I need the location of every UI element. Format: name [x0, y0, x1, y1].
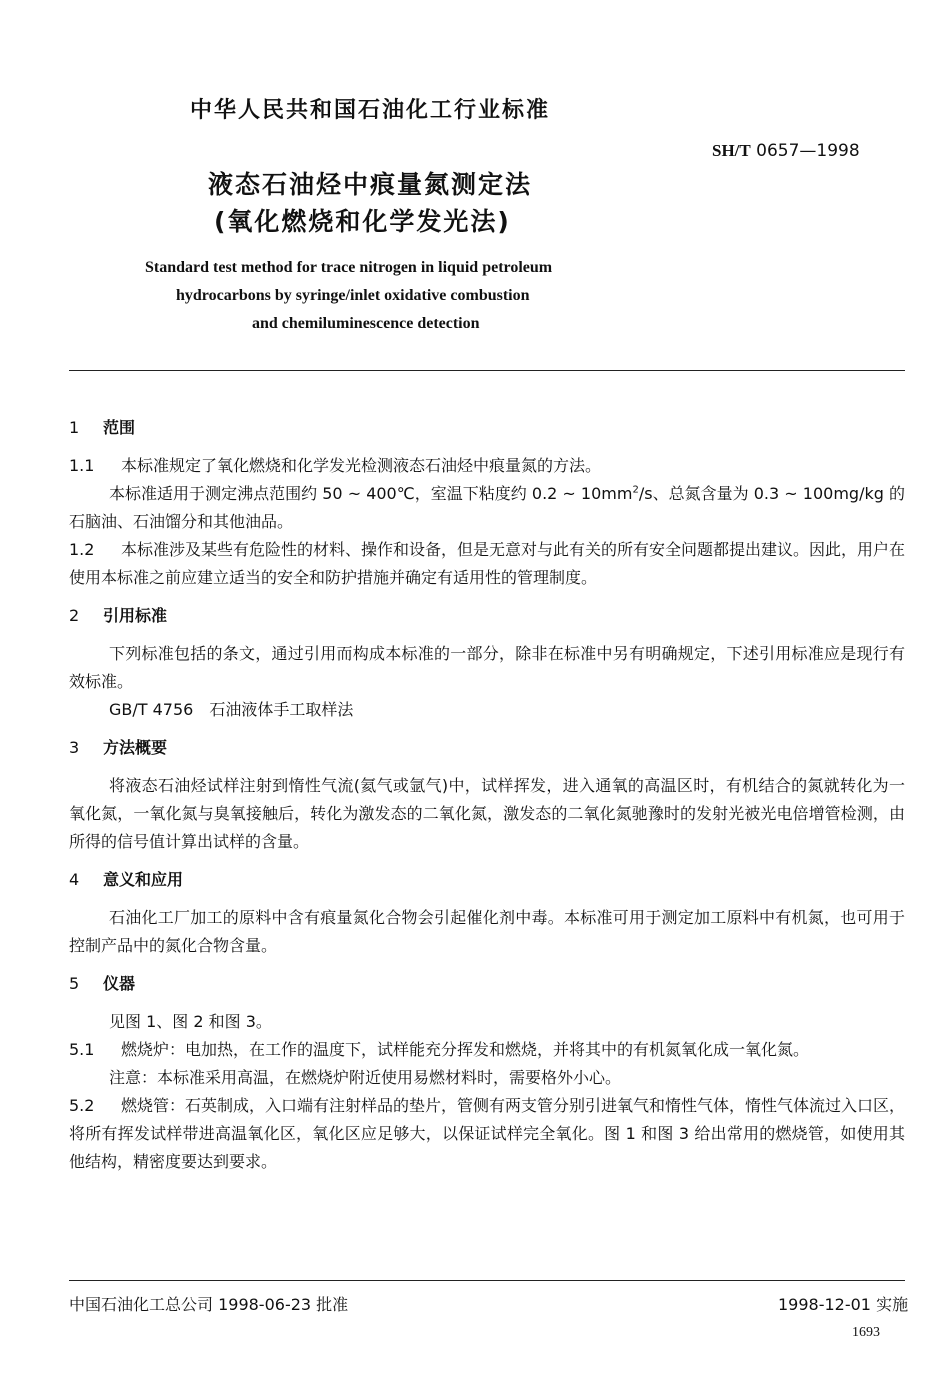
- title-en-line1: Standard test method for trace nitrogen in liquid petroleum: [145, 259, 553, 276]
- scope-paragraph: 本标准适用于测定沸点范围约 50 ~ 400℃，室温下粘度约 0.2 ~ $10mm^2/s$、总氮含量为 0.3 ~ 100mg/kg 的石脑油、石油馏分和其他油品。: [69, 484, 905, 531]
- section-heading-5: 5 仪器: [69, 974, 136, 993]
- reference-gb-t-4756: GB/T 4756 石油液体手工取样法: [109, 700, 354, 719]
- title-zh-line1: 液态石油烃中痕量氮测定法: [208, 170, 533, 199]
- standard-code: [712, 141, 860, 161]
- normative-references-paragraph: 下列标准包括的条文，通过引用而构成本标准的一部分，除非在标准中另有明确规定，下述引用标准应是现行有效标准。: [69, 644, 905, 691]
- header-divider: [69, 370, 905, 371]
- clause-5-1: 5.1 燃烧炉：电加热，在工作的温度下，试样能充分挥发和燃烧，并将其中的有机氮氧化成一氧化氮。: [69, 1040, 810, 1059]
- approval-date: 中国石油化工总公司 1998-06-23 批准: [69, 1295, 349, 1314]
- standard-code-prefix: SH/T: [712, 141, 751, 160]
- title-en-line2: hydrocarbons by syringe/inlet oxidative combustion: [176, 287, 530, 304]
- standard-code-number: 0657—1998: [756, 141, 860, 161]
- issuing-body-heading: 中华人民共和国石油化工行业标准: [190, 98, 551, 123]
- document-body: [69, 414, 905, 1176]
- section-heading-4: 4 意义和应用: [69, 870, 184, 889]
- caution-note: 注意：本标准采用高温，在燃烧炉附近使用易燃材料时，需要格外小心。: [109, 1068, 622, 1087]
- implementation-date: 1998-12-01 实施: [778, 1295, 909, 1314]
- clause-5-2: 5.2 燃烧管：石英制成，入口端有注射样品的垫片，管侧有两支管分别引进氧气和惰性气体，惰性气体流过入口区，将所有挥发试样带进高温氧化区，氧化区应足够大，以保证试样完全氧化。图 1 和图 3 给出常用的燃烧管，如使用其他结构，精密度要达到要求。: [69, 1096, 906, 1171]
- apparatus-figure-reference: 见图 1、图 2 和图 3。: [109, 1012, 272, 1031]
- clause-1-2: 1.2 本标准涉及某些有危险性的材料、操作和设备，但是无意对与此有关的所有安全问题都提出建议。因此，用户在使用本标准之前应建立适当的安全和防护措施并确定有适用性的管理制度。: [69, 540, 906, 587]
- title-en-line3: and chemiluminescence detection: [252, 315, 480, 332]
- title-zh-line2: (氧化燃烧和化学发光法): [214, 207, 511, 236]
- clause-1-1: 1.1 本标准规定了氧化燃烧和化学发光检测液态石油烃中痕量氮的方法。: [69, 456, 602, 475]
- section-heading-1: 1 范围: [69, 418, 136, 437]
- page-number: 1693: [852, 1325, 880, 1340]
- section-heading-3: 3 方法概要: [69, 738, 168, 757]
- significance-paragraph: 石油化工厂加工的原料中含有痕量氮化合物会引起催化剂中毒。本标准可用于测定加工原料中有机氮，也可用于控制产品中的氮化合物含量。: [69, 908, 905, 955]
- section-heading-2: 2 引用标准: [69, 606, 168, 625]
- footer-divider: [69, 1280, 905, 1281]
- method-summary-paragraph: 将液态石油烃试样注射到惰性气流(氦气或氩气)中，试样挥发，进入通氧的高温区时，有机结合的氮就转化为一氧化氮，一氧化氮与臭氧接触后，转化为激发态的二氧化氮，激发态的二氧化氮驰豫时的发射光被光电倍增管检测，由所得的信号值计算出试样的含量。: [69, 776, 905, 851]
